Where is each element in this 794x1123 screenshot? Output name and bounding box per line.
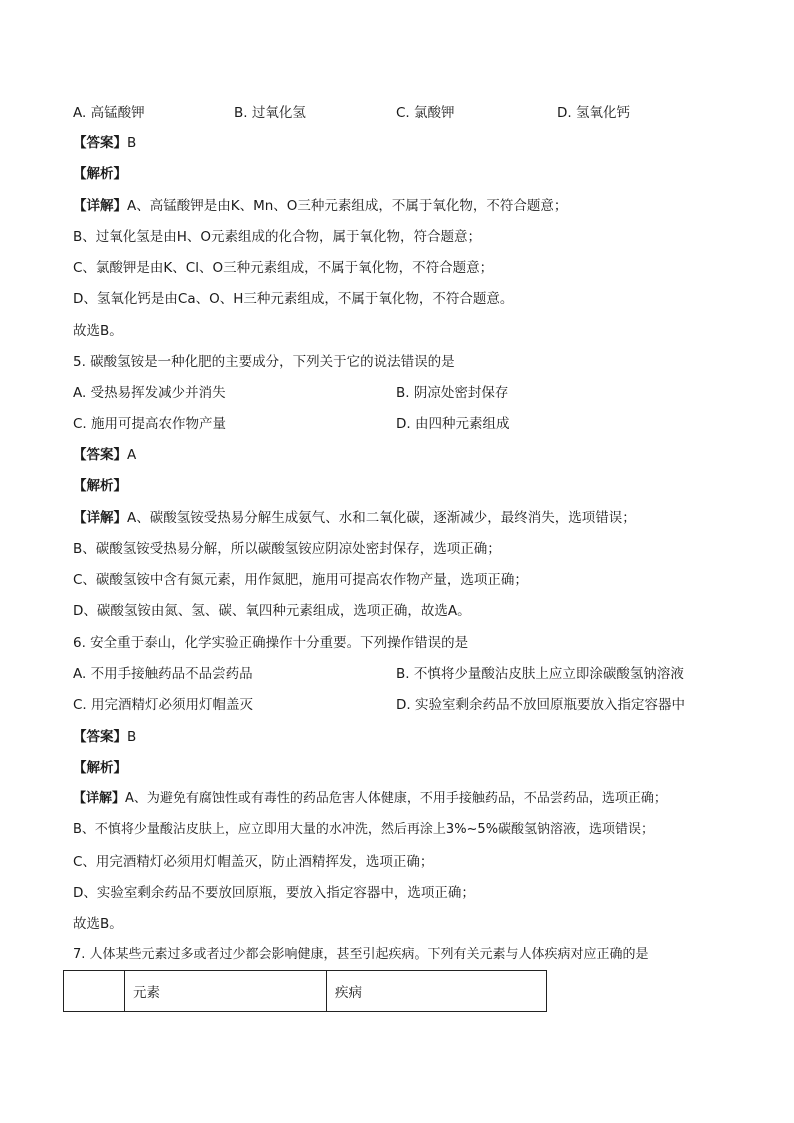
q5-detail-line-3: C、碳酸氢铵中含有氮元素，用作氮肥，施用可提高农作物产量，选项正确； — [73, 572, 528, 588]
q6-stem: 6. 安全重于泰山，化学实验正确操作十分重要。下列操作错误的是 — [73, 635, 469, 651]
q6-analysis-tag: 【解析】 — [73, 760, 127, 776]
element-disease-table — [63, 970, 547, 1012]
detail-tag: 【详解】 — [73, 791, 126, 806]
table-header-cell-empty — [64, 971, 125, 1012]
q4-conclusion: 故选B。 — [73, 323, 123, 339]
q6-answer: B — [127, 729, 137, 745]
q4-option-c: C. 氯酸钾 — [396, 105, 455, 121]
q6-conclusion: 故选B。 — [73, 916, 123, 932]
q6-option-c: C. 用完酒精灯必须用灯帽盖灭 — [73, 697, 254, 713]
q6-option-b: B. 不慎将少量酸沾皮肤上应立即涂碳酸氢钠溶液 — [396, 666, 684, 682]
q6-option-a: A. 不用手接触药品不品尝药品 — [73, 666, 253, 682]
q5-option-b: B. 阴凉处密封保存 — [396, 385, 509, 401]
q6-option-d: D. 实验室剩余药品不放回原瓶要放入指定容器中 — [396, 697, 685, 713]
q4-option-b: B. 过氧化氢 — [234, 105, 306, 121]
q5-answer-line — [73, 446, 136, 464]
q5-analysis-tag: 【解析】 — [73, 478, 127, 494]
q4-option-a: A. 高锰酸钾 — [73, 105, 145, 121]
q6-detail-line-1: 【详解】A、为避免有腐蚀性或有毒性的药品危害人体健康，不用手接触药品，不品尝药品，选项正确； — [73, 791, 667, 806]
detail-tag: 【详解】 — [73, 510, 127, 526]
q6-detail-line-2: B、不慎将少量酸沾皮肤上，应立即用大量的水冲洗，然后再涂上3%~5%碳酸氢钠溶液，选项错误； — [73, 822, 655, 837]
q5-option-a: A. 受热易挥发减少并消失 — [73, 385, 226, 401]
q5-stem: 5. 碳酸氢铵是一种化肥的主要成分，下列关于它的说法错误的是 — [73, 354, 455, 370]
q4-detail-line-4: D、氢氧化钙是由Ca、O、H三种元素组成，不属于氧化物，不符合题意。 — [73, 291, 514, 307]
answer-tag: 【答案】 — [73, 447, 127, 463]
q5-option-c: C. 施用可提高农作物产量 — [73, 416, 227, 432]
q4-detail-line-1: 【详解】A、高锰酸钾是由K、Mn、O三种元素组成，不属于氧化物，不符合题意； — [73, 198, 568, 214]
q5-option-d: D. 由四种元素组成 — [396, 416, 510, 432]
q4-detail-line-2: B、过氧化氢是由H、O元素组成的化合物，属于氧化物，符合题意； — [73, 229, 482, 245]
q5-detail-line-4: D、碳酸氢铵由氮、氢、碳、氧四种元素组成，选项正确，故选A。 — [73, 603, 471, 619]
q7-stem: 7. 人体某些元素过多或者过少都会影响健康，甚至引起疾病。下列有关元素与人体疾病对应正确的是 — [73, 947, 649, 962]
q6-detail-line-4: D、实验室剩余药品不要放回原瓶，要放入指定容器中，选项正确； — [73, 885, 475, 901]
answer-tag: 【答案】 — [73, 135, 127, 151]
table-header-element: 元素 — [125, 971, 327, 1012]
table-header-disease: 疾病 — [327, 971, 547, 1012]
q4-analysis-tag: 【解析】 — [73, 166, 127, 182]
table-header-row — [64, 971, 547, 1012]
q4-answer: B — [127, 135, 137, 151]
q6-answer-line — [73, 728, 136, 746]
answer-tag: 【答案】 — [73, 729, 127, 745]
q6-detail-line-3: C、用完酒精灯必须用灯帽盖灭，防止酒精挥发，选项正确； — [73, 854, 434, 870]
q5-answer: A — [127, 447, 137, 463]
q5-detail-line-2: B、碳酸氢铵受热易分解，所以碳酸氢铵应阴凉处密封保存，选项正确； — [73, 541, 501, 557]
q4-detail-line-3: C、氯酸钾是由K、Cl、O三种元素组成，不属于氧化物，不符合题意； — [73, 260, 494, 276]
detail-tag: 【详解】 — [73, 198, 127, 214]
q4-option-d: D. 氢氧化钙 — [557, 105, 630, 121]
q5-detail-line-1: 【详解】A、碳酸氢铵受热易分解生成氨气、水和二氧化碳，逐渐减少，最终消失，选项错误； — [73, 510, 636, 526]
q4-answer-line — [73, 134, 136, 152]
